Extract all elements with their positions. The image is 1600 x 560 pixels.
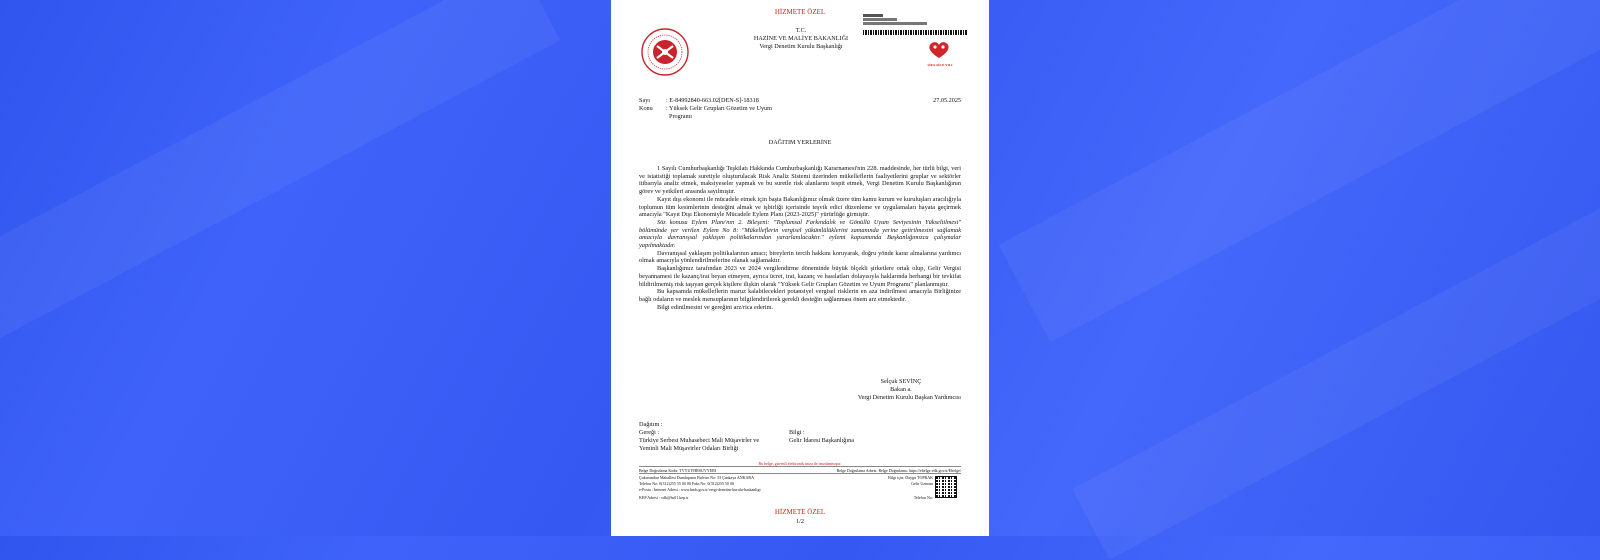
signatory-name: Selçuk SEVİNÇ [880,378,922,385]
ministry-name: HAZİNE VE MALİYE BAKANLIĞI [753,35,849,42]
signatory-position: Vergi Denetim Kurulu Başkan Yardımcısı [857,394,961,401]
classification-header: HİZMETE ÖZEL [774,8,826,16]
body-paragraph: Davranışsal yaklaşım politikalarının amacı; bireylerin tercih hakkını koruyarak, doğru yönde karar almalarına yardımcı olmak amacıyla yönlendirilmelerine olanak sağlamaktır. [639,249,961,265]
qr-code [936,477,956,497]
classification-footer: HİZMETE ÖZEL [774,508,826,516]
body-paragraph: Kayıt dışı ekonomi ile mücadele etmek için başta Bakanlığımız olmak üzere tüm kamu kurum ve kuruluşları aracılığıyla toplumun tüm kesimlerinin desteğini almak ve işbirliği içerisinde teşvik edici düzenleme ve uygulamaları hayata geçirmek amacıyla "Kayıt Dışı Ekonomiyle Mücadele Eylem Planı (2023-2025)" yürürlüğe girmiştir. [639,195,961,219]
phone-fax: Telefon No: 0(312)255 55 00 00 Faks No: 0(312)255 50 00 [639,481,735,486]
contact-person: Bilgi için: Duygu TOPRAK [888,475,933,480]
body-paragraph: 1 Sayılı Cumhurbaşkanlığı Teşkilatı Hakkında Cumhurbaşkanlığı Kararnamesi'nin 228. maddesinde, her türlü bilgi, veri ve istatistiği toplamak suretiyle oluşturulacak Risk Analiz Sistemi üzerinden mükelleflerin faaliyetlerini gruplar ve sektörler itibarıyla analiz etmek, maksiyeseler yapmak ve bu suretle risk alanlarını tespit etmek, Vergi Denetim Kurulu Başkanlığının görev ve yetkileri arasında sayılmıştır. [639,165,961,196]
document-id-block [863,14,953,25]
page-number: 1/2 [796,518,804,525]
document-page [611,0,989,536]
background-streak [0,0,560,369]
gereği-recipient-cont: Yeminli Mali Müşavirler Odaları Birliği [639,445,739,452]
family-year-logo-text: ŞİFA AİLE YILI [927,63,953,67]
bilgi-recipient: Gelir İdaresi Başkanlığına [789,437,854,444]
document-date: 27.05.2025 [933,97,961,104]
addressee: DAĞITIM YERLERİNE [768,139,832,146]
country-label: T.C. [795,27,807,34]
verification-address: Belge Doğrulama Adresi: Belge Doğrulama: https://ebelge.vdk.gov.tr/Ebelge/ [836,468,961,473]
department-name: Vergi Denetim Kurulu Başkanlığı [759,43,843,50]
gereği-recipient: Türkiye Serbest Muhasebeci Mali Müşavirler ve [639,437,760,444]
gereği-label: Gereği : [639,429,660,436]
signatory-title: Bakan a. [890,386,912,393]
konu-value-cont: Programı [669,113,693,120]
sayi-value: : E-84992840-663.02[DEN-S]-18318 [666,97,759,104]
contact-title: Gelir Uzmanı [911,481,933,486]
letter-body [639,165,961,311]
family-year-logo-icon [923,40,955,62]
body-paragraph: Bu kapsamda mükelleflerin maruz kalabilecekleri potansiyel vergisel risklerin en aza indirilmesi amacıyla Birliğinize bağlı odaların ve meslek mensuplarının bilgilendirilerek gerekli desteğin sağlanması önem arz etmektedir. [639,288,961,303]
body-paragraph: Başkanlığımız tarafından 2023 ve 2024 vergilendirme döneminde büyük ölçekli şirketlere ortak olup, Gelir Vergisi beyannamesi ile kazanç/irat beyan etmeyen, ayrıca ücret, irat, kazanç ve hasılatları dolayısıyla haklarında herhangi bir tevkifat bildirilmemiş risk taşıyan gerçek kişilere ilişkin olarak "Yüksek Gelir Grupları Gözetim ve Uyum Programı" planlanmıştır. [639,265,961,288]
distribution-label: Dağıtım : [639,421,663,428]
kep-address: KEP Adresi : vdk@hs01.kep.tr [639,495,689,500]
footer-divider [639,473,961,474]
bilgi-label: Bilgi : [789,429,805,436]
konu-value: : Yüksek Gelir Grupları Gözetim ve Uyum [666,105,772,112]
secure-signature-note: Bu belge, güvenli elektronik imza ile imzalanmıştır. [758,461,842,466]
office-address: Çukurambar Mahallesi Dumlupınar Bulvarı No: 33 Çankaya ANKARA [639,475,754,480]
sayi-label: Sayı [639,97,651,104]
ministry-seal-icon [640,27,690,77]
konu-label: Konu [639,105,653,112]
body-paragraph: Bilgi edinilmesini ve gereğini arz/rica ederim. [657,303,774,311]
verification-code: Belge Doğrulama Kodu: TVYUYHRSUVYERI [639,468,717,473]
body-paragraph: Söz konusu Eylem Planı'nın 2. Bileşeni: "Toplumsal Farkındalık ve Gönüllü Uyum Seviyesinin Yükseltilmesi" bölümünde yer verilen Eylem No 8: "Mükelleflerin vergisel yükümlülüklerini zamanında yerine getirilmesini sağlamak amacıyla davranışsal yaklaşım politikalarından yararlanılacaktır." eylemi kapsamında Başkanlığımızca çalışmalar yapılmaktadır. [639,218,961,250]
footer-divider [639,466,961,467]
phone-label: Telefon No: [913,495,933,500]
document-barcode [863,30,967,35]
email-website: e-Posta : İnternet Adresi : www.hmb.gov.tr/vergi-denetim-kurulu-baskanligi [639,487,761,492]
